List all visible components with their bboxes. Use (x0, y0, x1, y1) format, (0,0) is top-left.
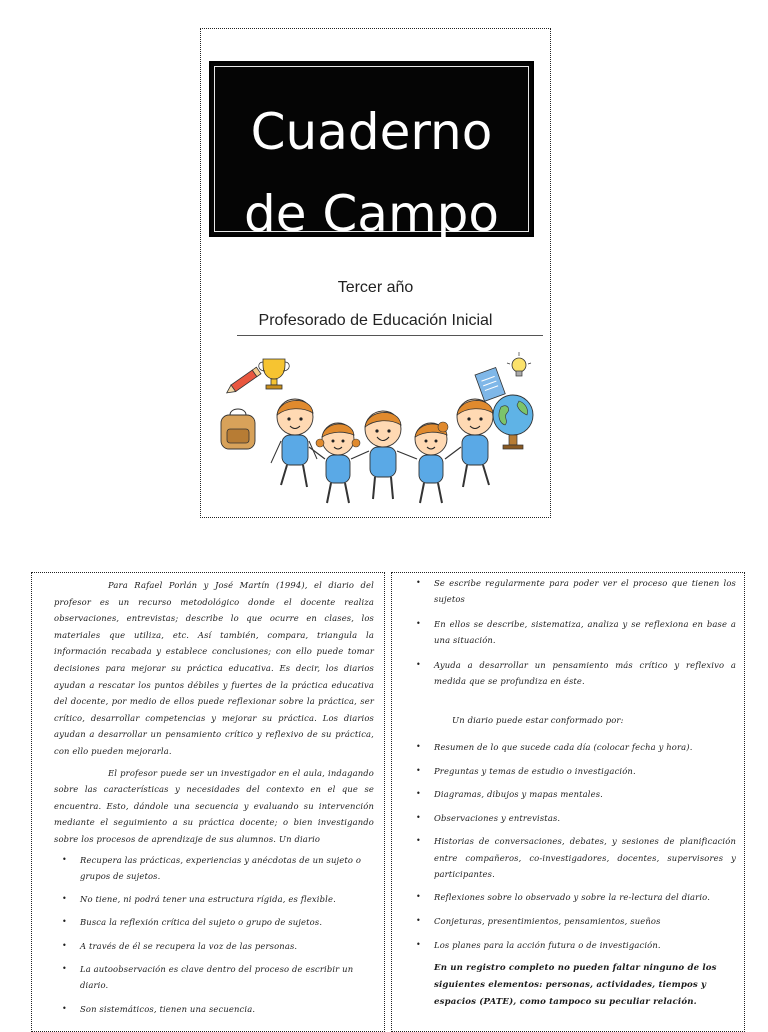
right-bullet-list-a (408, 575, 736, 689)
child-3 (365, 411, 401, 499)
cover-divider (237, 335, 543, 336)
pencil-icon (224, 367, 261, 396)
child-4 (415, 422, 448, 503)
list-item: • Se escribe regularmente para poder ver el proceso que tienen los sujetos (416, 578, 736, 605)
title-box (209, 61, 534, 243)
list-item: • Observaciones y entrevistas. (416, 812, 561, 823)
list-item: • Historias de conversaciones, debates, y sesiones de planificación entre compañeros, co-investigadores, docentes, supervisores y participantes. (416, 836, 736, 879)
cover-program: Profesorado de Educación Inicial (258, 312, 493, 329)
composition-intro: Un diario puede estar conformado por: (452, 715, 624, 725)
lightbulb-icon (507, 352, 531, 376)
right-text-page (391, 572, 745, 1032)
left-paragraph-2: El profesor puede ser un investigador en el aula, indagando sobre las características y necesidades del contexto en el que se encuentra. Esto, dándole una secuencia y evaluando su intervención mediante el seguimiento a su práctica docente; o bien investigando sobre los procesos de aprendizaje de sus alumnos. Un diario (54, 767, 374, 844)
list-item: • Resumen de lo que sucede cada día (colocar fecha y hora). (416, 742, 693, 752)
list-item: • Recupera las prácticas, experiencias y anécdotas de un sujeto o grupos de sujetos. (62, 854, 362, 881)
list-item: • No tiene, ni podrá tener una estructura rígida, es flexible. (62, 894, 336, 905)
list-item: • Diagramas, dibujos y mapas mentales. (416, 789, 603, 800)
list-item: • La autoobservación es clave dentro del proceso de escribir un diario. (62, 964, 354, 991)
child-5 (457, 399, 493, 487)
left-bullet-list (54, 852, 374, 1018)
child-2 (316, 423, 360, 503)
backpack-icon (221, 409, 255, 449)
right-bullet-list-b (408, 739, 736, 953)
cover-year: Tercer año (337, 279, 414, 296)
cover-title-line1: Cuaderno (250, 103, 493, 161)
closing-note: En un registro completo no pueden faltar ninguno de los siguientes elementos: personas, actividades, tiempos y espacios (PATE), como tampoco su peculiar relación. (434, 963, 717, 1008)
list-item: • Preguntas y temas de estudio o investigación. (416, 765, 636, 776)
notebook-icon (475, 367, 505, 401)
globe-icon (493, 395, 533, 449)
children-illustration (213, 347, 539, 515)
child-1 (271, 399, 317, 487)
list-item: • Busca la reflexión crítica del sujeto o grupo de sujetos. (62, 917, 323, 928)
list-item: • A través de él se recupera la voz de las personas. (62, 940, 298, 951)
trophy-icon (259, 359, 290, 389)
left-text-page (31, 572, 385, 1032)
list-item: • Ayuda a desarrollar un pensamiento más crítico y reflexivo a medida que se profundiza en éste. (416, 659, 736, 686)
list-item: • En ellos se describe, sistematiza, analiza y se reflexiona en base a una situación. (416, 618, 736, 645)
left-paragraph-1: Para Rafael Porlán y José Martín (1994), el diario del profesor es un recurso metodológico donde el docente realiza observaciones, entrevistas; describe lo que ocurre en clases, los materiales que utiliza, etc. Así también, compara, triangula la información recabada y establece conclusiones; con ello puede tomar decisiones para mejorar su práctica educativa. Es decir, los diarios ayudan a rescatar los puntos débiles y fuertes de la práctica educativa del docente, por medio de ellos puede reflexionar sobre la práctica, ser crítico, desarrollar competencias y mejorar su práctica. Los diarios ayudan a desarrollar un pensamiento crítico y reflexivo de su práctica, con ello pueden mejorarla. (54, 580, 374, 756)
list-item: • Conjeturas, presentimientos, pensamientos, sueños (416, 915, 661, 926)
list-item: • Reflexiones sobre lo observado y sobre la re-lectura del diario. (416, 892, 711, 903)
list-item: • Los planes para la acción futura o de investigación. (416, 939, 661, 950)
list-item: • Son sistemáticos, tienen una secuencia. (62, 1003, 256, 1014)
cover-title-line2: de Campo (244, 185, 499, 243)
cover-page (200, 28, 551, 518)
